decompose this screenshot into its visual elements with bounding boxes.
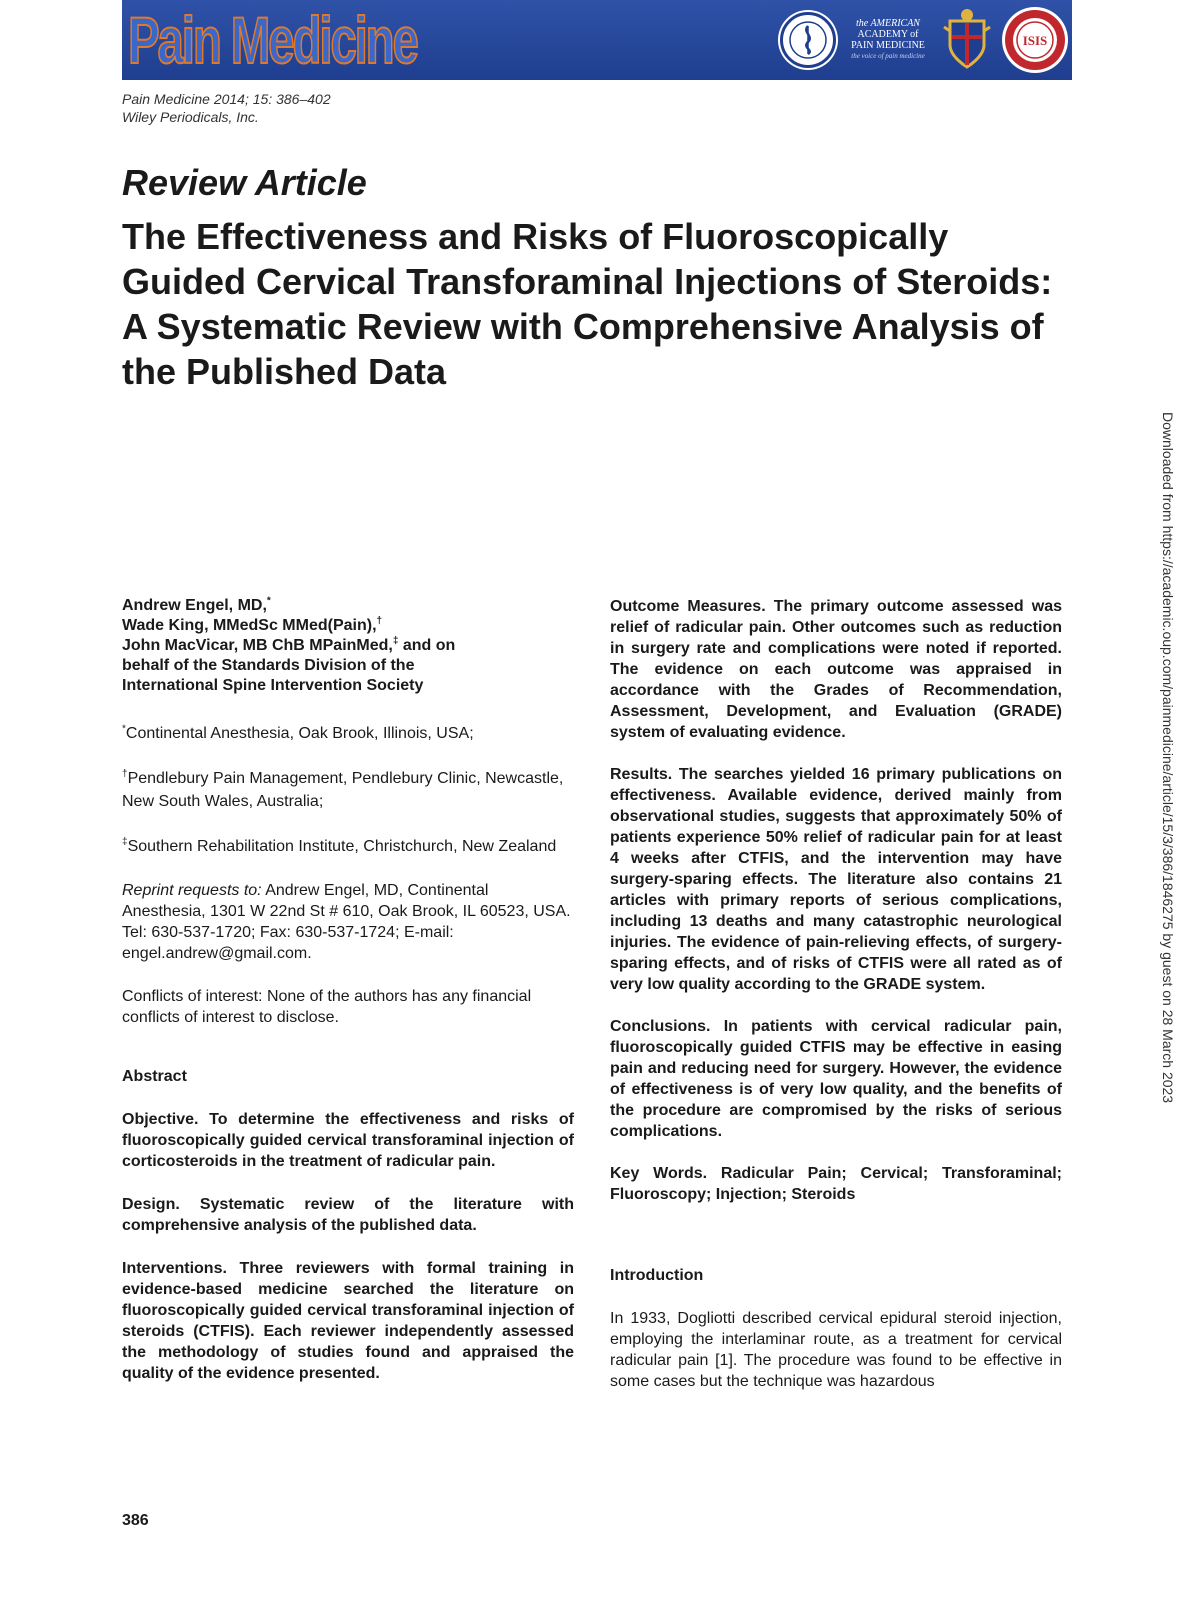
author-name: Wade King, MMedSc MMed(Pain), xyxy=(122,617,377,634)
section-label: Interventions. xyxy=(122,1260,227,1277)
author-name: John MacVicar, MB ChB MPainMed, xyxy=(122,637,393,654)
journal-logo: Pain Medicine xyxy=(128,3,417,77)
section-text: Radicular Pain; Cervical; Transforaminal; Fluoroscopy; Injection; Steroids xyxy=(610,1165,1062,1203)
section-label: Conclusions. xyxy=(610,1018,711,1035)
reprint-label: Reprint requests to: xyxy=(122,882,262,899)
society-logos xyxy=(780,4,1068,76)
section-text: Three reviewers with formal training in evidence-based medicine searched the literature on fluoroscopically guided cervical transforaminal injection of steroids (CTFIS). Each reviewer independently assessed the methodology of studies found and appraised the quality of the evidence presented. xyxy=(122,1260,574,1382)
section-text: In patients with cervical radicular pain, fluoroscopically guided CTFIS may be effective in easing pain and reducing need for surgery. However, the evidence of effectiveness is of very low quality, and the benefits of the procedure are compromised by the risks of serious complications. xyxy=(610,1018,1062,1140)
coat-of-arms-icon xyxy=(940,7,994,73)
left-column xyxy=(122,596,574,1384)
reprint-text: Andrew Engel, MD, Continental Anesthesia, 1301 W 22nd St # 610, Oak Brook, IL 60523, USA. Tel: 630-537-1720; Fax: 630-537-1724; E-mail: engel.andrew@gmail.com. xyxy=(122,882,571,962)
conflicts-of-interest: Conflicts of interest: None of the authors has any financial conflicts of interest to disclose. xyxy=(122,988,532,1026)
affiliation-mark: * xyxy=(122,723,126,735)
section-label: Outcome Measures. xyxy=(610,598,766,615)
affiliation-text: Continental Anesthesia, Oak Brook, Illinois, USA; xyxy=(125,725,474,742)
abstract-heading: Abstract xyxy=(122,1068,187,1085)
affiliation-mark: † xyxy=(122,768,128,780)
section-label: Results. xyxy=(610,766,673,783)
abstract-objective xyxy=(122,1109,574,1172)
abstract-interventions xyxy=(122,1258,574,1384)
author-name: Andrew Engel, MD, xyxy=(122,597,267,614)
section-text: The searches yielded 16 primary publications on effectiveness. Available evidence, derived mainly from observational studies, suggests that approximately 50% of patients experience 50% relief of radicular pain for at least 4 weeks after CTFIS, and the intervention may have surgery-sparing effects. The literature also contains 21 articles with primary reports of serious complications, including 13 deaths and many catastrophic neurological injuries. The evidence of pain-relieving effects, of surgery-sparing effects, and of risks of CTFIS were all rated as of very low quality according to the GRADE system. xyxy=(610,766,1062,993)
affiliation-text: Southern Rehabilitation Institute, Christchurch, New Zealand xyxy=(127,838,557,855)
affiliation-text: Pendlebury Pain Management, Pendlebury Clinic, Newcastle, New South Wales, Australia; xyxy=(122,770,564,810)
author-list xyxy=(122,596,574,696)
affiliation xyxy=(122,767,574,813)
aapm-line: ACADEMY of xyxy=(857,29,919,40)
aapm-tagline: the voice of pain medicine xyxy=(851,52,925,60)
abstract-conclusions xyxy=(610,1016,1062,1142)
section-label: Key Words. xyxy=(610,1165,708,1182)
article-title: The Effectiveness and Risks of Fluoroscopically Guided Cervical Transforaminal Injections of Steroids: A Systematic Review with Comprehensive Analysis of the Published Data xyxy=(122,216,1053,392)
introduction-heading: Introduction xyxy=(610,1267,704,1284)
download-note: Downloaded from https://academic.oup.com/painmedicine/article/15/3/386/1846275 by guest on 28 March 2023 xyxy=(1160,412,1176,1104)
reprint-requests xyxy=(122,880,574,964)
author-tail: and on xyxy=(398,637,456,654)
key-words xyxy=(610,1163,1062,1205)
abstract-results xyxy=(610,764,1062,995)
affiliation-mark: ‡ xyxy=(122,836,128,848)
isis-seal-icon xyxy=(1002,7,1068,73)
section-text: The primary outcome assessed was relief of radicular pain. Other outcomes such as reduction in surgery rate and complications were noted if reported. The evidence on each outcome was appraised in accordance with the Grades of Recommendation, Assessment, Development, and Evaluation (GRADE) system of evaluating evidence. xyxy=(610,598,1062,741)
section-label: Design. xyxy=(122,1196,180,1213)
page-number: 386 xyxy=(122,1512,149,1529)
aapm-logo-text xyxy=(844,18,932,62)
affiliation xyxy=(122,835,574,858)
section-text: Systematic review of the literature with comprehensive analysis of the published data. xyxy=(122,1196,574,1234)
author-mark: * xyxy=(266,595,271,607)
right-column xyxy=(610,596,1062,1392)
author-mark: ‡ xyxy=(392,635,399,647)
isis-seal-text: ISIS xyxy=(1022,33,1048,48)
author-line: behalf of the Standards Division of the xyxy=(122,657,415,674)
section-text: To determine the effectiveness and risks of fluoroscopically guided cervical transforaminal injection of corticosteroids in the treatment of radicular pain. xyxy=(122,1111,574,1170)
aapm-seal-icon xyxy=(780,12,836,68)
abstract-design xyxy=(122,1194,574,1236)
abstract-outcome-measures xyxy=(610,596,1062,743)
introduction-text: In 1933, Dogliotti described cervical epidural steroid injection, employing the interlaminar route, as a treatment for cervical radicular pain [1]. The procedure was found to be effective in some cases but the technique was hazardous xyxy=(610,1310,1062,1390)
citation-line: Wiley Periodicals, Inc. xyxy=(122,109,259,125)
citation-line: Pain Medicine 2014; 15: 386–402 xyxy=(122,91,331,107)
author-line: International Spine Intervention Society xyxy=(122,677,424,694)
article-type: Review Article xyxy=(122,162,367,203)
journal-banner xyxy=(122,0,1072,80)
affiliation xyxy=(122,722,574,745)
aapm-line: the AMERICAN xyxy=(856,18,920,29)
aapm-line: PAIN MEDICINE xyxy=(851,40,925,51)
section-label: Objective. xyxy=(122,1111,199,1128)
citation xyxy=(122,90,331,126)
author-mark: † xyxy=(376,615,383,627)
